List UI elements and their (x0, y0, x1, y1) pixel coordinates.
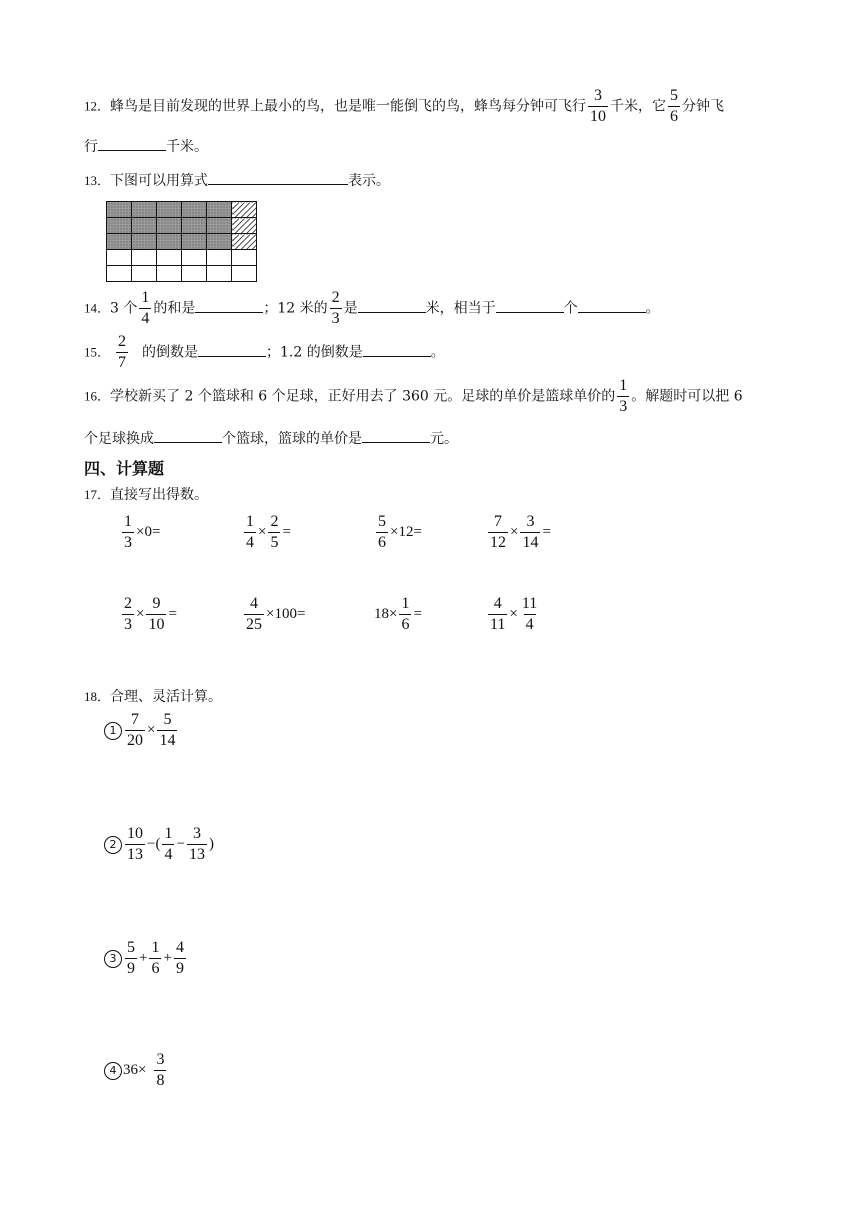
question-text: 的倒数是 (142, 344, 199, 361)
question-text: ；12 米的 (263, 300, 328, 317)
fraction: $\frac{1}{4}$ (141, 289, 150, 327)
shaded-cell (107, 218, 132, 234)
shaded-cell (107, 202, 132, 218)
fraction: $\frac{2}{3}$ (331, 289, 340, 327)
fraction: $\frac{2}{7}$ (118, 333, 127, 371)
question-15 (84, 334, 445, 371)
oral-calc-item: $\frac{1}{3}$ ×0= (124, 513, 161, 551)
question-text: ；1.2 的倒数是 (266, 344, 363, 361)
question-number: 15． (84, 344, 111, 360)
question-text: 。 (430, 344, 445, 361)
shaded-cell (182, 218, 207, 234)
oral-calc-item: $\frac{1}{4}$ × $\frac{2}{5}$ = (246, 513, 291, 551)
empty-cell (182, 266, 207, 282)
question-text: 。 (645, 300, 660, 317)
circled-number: 4 (104, 1062, 122, 1080)
answer-blank[interactable] (98, 149, 166, 151)
question-number: 16． (84, 388, 111, 404)
question-text: 元。 (430, 431, 458, 447)
section-heading: 四、计算题 (84, 459, 165, 478)
question-text: 直接写出得数。 (110, 487, 209, 503)
fraction-grid-diagram (106, 201, 257, 282)
answer-blank[interactable] (195, 311, 263, 313)
answer-blank[interactable] (154, 441, 222, 443)
shaded-cell (157, 202, 182, 218)
empty-cell (232, 250, 257, 266)
question-text: 行 (84, 139, 98, 155)
empty-cell (107, 266, 132, 282)
question-number: 14． (84, 300, 111, 316)
empty-cell (182, 250, 207, 266)
empty-cell (132, 266, 157, 282)
question-13 (84, 170, 390, 190)
answer-blank[interactable] (496, 311, 564, 313)
question-text: 蜂鸟是目前发现的世界上最小的鸟，也是唯一能倒飞的鸟，蜂鸟每分钟可飞行 (110, 98, 587, 115)
circled-number: 1 (104, 722, 122, 740)
question-12-line1 (84, 88, 724, 125)
question-text: 米，相当于 (425, 300, 496, 317)
shaded-cell (107, 234, 132, 250)
empty-cell (232, 266, 257, 282)
fraction: $\frac{1}{3}$ (619, 377, 628, 415)
question-text: 表示。 (348, 173, 391, 189)
circled-number: 3 (104, 950, 122, 968)
circled-number: 2 (104, 836, 122, 854)
question-text: 3 个 (110, 300, 138, 317)
shaded-cell (182, 202, 207, 218)
empty-cell (157, 266, 182, 282)
answer-blank[interactable] (358, 311, 426, 313)
question-text: 学校新买了 2 个篮球和 6 个足球，正好用去了 360 元。足球的单价是篮球单价的 (110, 388, 616, 405)
empty-cell (132, 250, 157, 266)
oral-calc-item: $\frac{4}{11}$ × $\frac{11}{4}$ (490, 595, 538, 633)
fraction: $\frac{5}{6}$ (670, 87, 679, 125)
hatched-cell (232, 202, 257, 218)
question-text: 千米。 (166, 139, 208, 155)
empty-cell (207, 250, 232, 266)
question-text: 个篮球，篮球的单价是 (222, 431, 362, 447)
shaded-cell (157, 234, 182, 250)
oral-calc-item: $\frac{7}{12}$ × $\frac{3}{14}$ = (490, 513, 551, 551)
question-16-line1 (84, 378, 743, 415)
calc-item-4: 4 36× $\frac{3}{8}$ (104, 1052, 168, 1089)
shaded-cell (182, 234, 207, 250)
shaded-cell (207, 202, 232, 218)
question-text: 个足球换成 (84, 431, 154, 447)
question-18 (84, 686, 222, 706)
question-17 (84, 484, 208, 504)
empty-cell (107, 250, 132, 266)
oral-calc-item: $\frac{2}{3}$ × $\frac{9}{10}$ = (124, 595, 177, 633)
question-text: 的和是 (153, 300, 196, 317)
oral-calc-item: $\frac{4}{25}$ ×100= (246, 595, 306, 633)
shaded-cell (207, 218, 232, 234)
answer-blank[interactable] (198, 355, 266, 357)
shaded-cell (132, 234, 157, 250)
shaded-cell (207, 234, 232, 250)
fraction: $\frac{3}{10}$ (590, 87, 607, 125)
question-14 (84, 290, 660, 327)
calc-item-1: 1 $\frac{7}{20}$ × $\frac{5}{14}$ (104, 712, 179, 749)
empty-cell (207, 266, 232, 282)
question-text: 个 (563, 300, 578, 317)
calc-item-2: 2 $\frac{10}{13}$ −( $\frac{1}{4}$ − $\frac{3}{13}$ ) (104, 826, 214, 863)
empty-cell (157, 250, 182, 266)
question-text: 下图可以用算式 (110, 173, 209, 189)
oral-calc-item: $\frac{5}{6}$ ×12= (378, 513, 422, 551)
question-text: 分钟飞 (682, 98, 725, 115)
question-12-line2 (84, 136, 208, 156)
question-text: 合理、灵活计算。 (110, 689, 223, 705)
question-text: 是 (343, 300, 358, 317)
calc-item-3: 3 $\frac{5}{9}$ + $\frac{1}{6}$ + $\frac{4}{9}$ (104, 940, 188, 977)
shaded-cell (132, 218, 157, 234)
oral-calc-item: 18× $\frac{1}{6}$ = (374, 595, 422, 633)
shaded-cell (132, 202, 157, 218)
question-number: 12． (84, 98, 111, 114)
question-number: 13． (84, 173, 111, 188)
question-number: 17． (84, 487, 111, 502)
hatched-cell (232, 234, 257, 250)
hatched-cell (232, 218, 257, 234)
question-number: 18． (84, 689, 111, 704)
answer-blank[interactable] (208, 183, 348, 185)
answer-blank[interactable] (578, 311, 646, 313)
question-16-line2 (84, 428, 458, 448)
answer-blank[interactable] (362, 441, 430, 443)
question-text: 。解题时可以把 6 (631, 388, 743, 405)
answer-blank[interactable] (363, 355, 431, 357)
shaded-cell (157, 218, 182, 234)
question-text: 千米，它 (610, 98, 667, 115)
